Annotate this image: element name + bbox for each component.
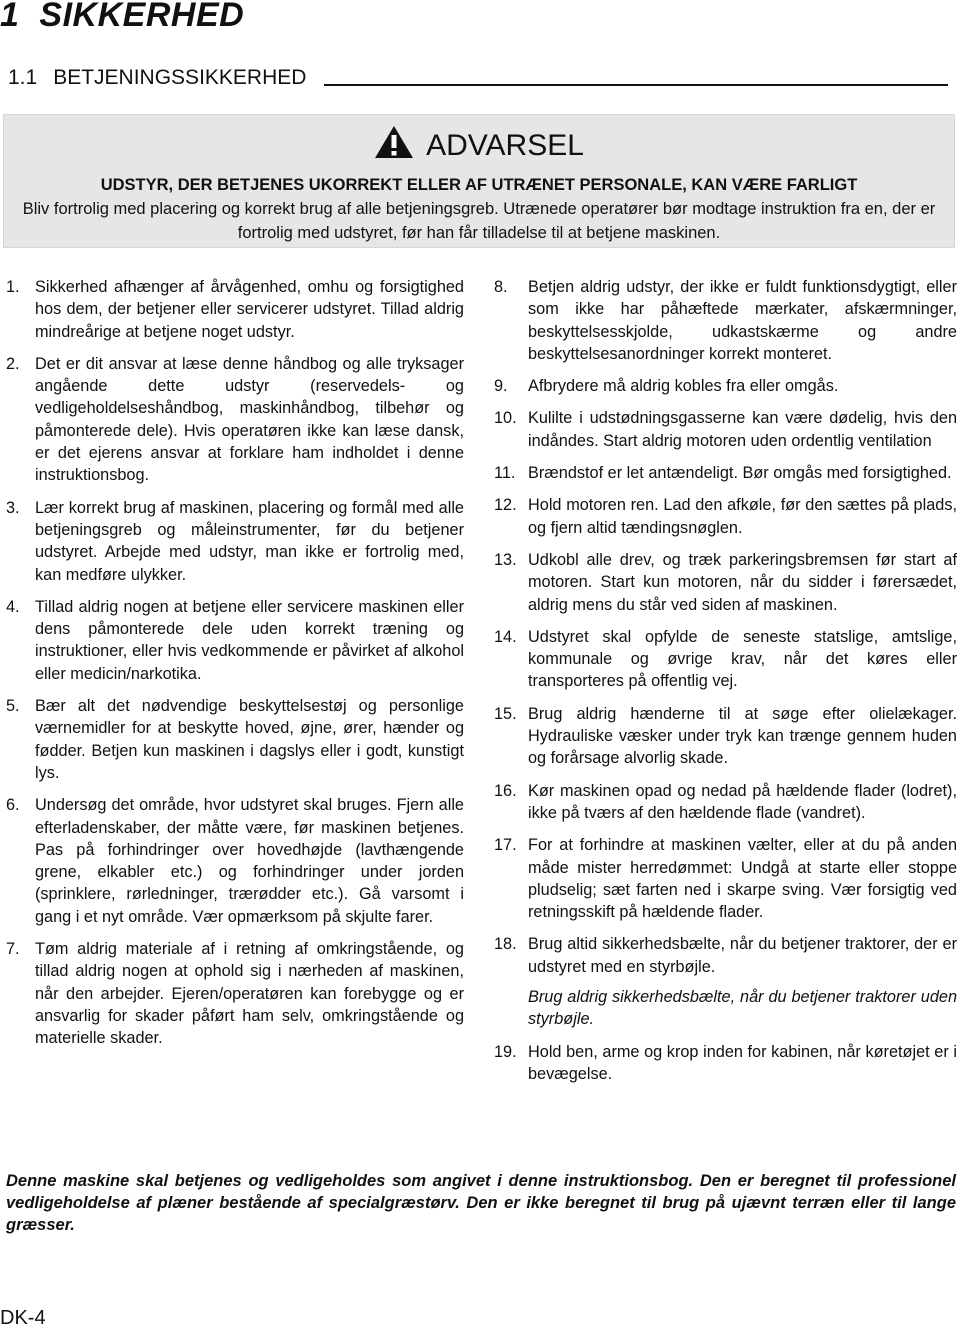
- item-text: Hold ben, arme og krop inden for kabinen, når køretøjet er i bevægelse.: [528, 1042, 957, 1083]
- list-item: [494, 549, 957, 616]
- list-item: [6, 276, 464, 343]
- item-text: Lær korrekt brug af maskinen, placering og formål med alle betjeningsgreb og måleinstrumenter, før du betjener udstyret. Arbejde med udstyr, man ikke er fortrolig med, kan medføre ulykker.: [35, 498, 464, 584]
- item-text: Kulilte i udstødningsgasserne kan være dødelig, hvis den indåndes. Start aldrig motoren uden ordentlig ventilation: [528, 409, 957, 450]
- warning-triangle-icon: [374, 125, 414, 167]
- item-text: Sikkerhed afhænger af årvågenhed, omhu og forsigtighed hos dem, der betjener eller servicerer udstyret. Tillad aldrig mindreårige at betjene noget udstyr.: [35, 278, 464, 341]
- list-item: [6, 596, 464, 685]
- warning-title: ADVARSEL: [426, 129, 584, 162]
- warning-text: Bliv fortrolig med placering og korrekt brug af alle betjeningsgreb. Utrænede operatører bør modtage instruktion fra en, der er fortrolig med udstyret, før han får tilladelse til at betjene maskinen.: [22, 200, 936, 242]
- item-number: 10.: [494, 409, 517, 428]
- item-number: 2.: [6, 354, 20, 373]
- right-column: [494, 276, 957, 1095]
- item-number: 15.: [494, 704, 517, 723]
- item-text: Udkobl alle drev, og træk parkeringsbremsen før start af motoren. Start kun motoren, når du sidder i førersædet, aldrig mens du står ved siden af maskinen.: [528, 550, 957, 614]
- item-number: 4.: [6, 597, 20, 616]
- item-number: 13.: [494, 550, 517, 569]
- item-text: Hold motoren ren. Lad den afkøle, før den sættes på plads, og fjern altid tændingsnøglen.: [528, 496, 957, 537]
- item-text: Undersøg det område, hvor udstyret skal bruges. Fjern alle efterladenskaber, der måtte være, før maskinen betjenes. Pas på forhindringer over hovedhøjde (lavthængende grene, elkabler etc.) og forhindringer under jorden (sprinklere, rørledninger, trærødder etc.). Gå varsomt i gang i et nyt område. Vær opmærksom på skjulte farer.: [35, 796, 464, 926]
- section-number: 1.1: [8, 66, 38, 89]
- list-item: [494, 494, 957, 539]
- list-item: [494, 407, 957, 452]
- item-text: Tøm aldrig materiale af i retning af omkringstående, og tillad aldrig nogen at ophold sig i nærheden af maskinen, når den arbejder. Ejeren/operatøren kan forebygge og er ansvarlig for skader påført ham selv, omkringstående og materielle skader.: [35, 940, 464, 1048]
- item-number: 11.: [494, 464, 516, 483]
- page-number: DK-4: [0, 1307, 46, 1329]
- item-text: Tillad aldrig nogen at betjene eller servicere maskinen eller dens påmonterede dele uden korrekt træning og instruktioner, eller hvis vedkommende er påvirket af alkohol eller medicin/narkotika.: [35, 597, 464, 683]
- item-text: Betjen aldrig udstyr, der ikke er fuldt funktionsdygtigt, eller som ikke har påhæftede mærkater, afskærmninger, beskyttelsesskjolde, udkastskærme og andre beskyttelsesanordninger korrekt monteret.: [528, 278, 957, 363]
- list-item: [494, 375, 957, 397]
- item-number: 5.: [6, 697, 20, 716]
- item-number: 18.: [494, 935, 517, 954]
- list-item: [6, 497, 464, 586]
- item-number: 12.: [494, 496, 517, 515]
- section-title: BETJENINGSSIKKERHED: [53, 66, 307, 89]
- left-column: [6, 276, 464, 1060]
- chapter-number: 1: [0, 0, 20, 34]
- list-item: [494, 780, 957, 825]
- warning-subtitle: UDSTYR, DER BETJENES UKORREKT ELLER AF UTRÆNET PERSONALE, KAN VÆRE FARLIGT: [100, 176, 858, 194]
- list-item: [6, 695, 464, 784]
- item-number: 9.: [494, 377, 508, 396]
- item-text: Kør maskinen opad og nedad på hældende flader (lodret), ikke på tværs af den hældende flade (vandret).: [528, 781, 957, 822]
- list-item: [6, 794, 464, 928]
- item-number: 14.: [494, 627, 517, 646]
- list-item: [494, 626, 957, 693]
- item-number: 8.: [494, 278, 508, 296]
- item-number: 17.: [494, 836, 517, 855]
- list-item: [6, 938, 464, 1049]
- item-note: Brug aldrig sikkerhedsbælte, når du betjener traktorer uden styrbøjle.: [528, 988, 957, 1029]
- warning-title-row: [4, 125, 954, 167]
- item-number: 3.: [6, 498, 20, 517]
- section-rule: [324, 84, 948, 86]
- item-number: 1.: [6, 278, 20, 296]
- item-text: Bær alt det nødvendige beskyttelsestøj og personlige værnemidler for at beskytte hoved, øjne, ører, hænder og fødder. Betjen kun maskinen i dagslys eller i godt, kunstigt lys.: [35, 697, 464, 782]
- item-number: 6.: [6, 796, 20, 815]
- list-item: [494, 834, 957, 923]
- item-text: Udstyret skal opfylde de seneste statslige, amtslige, kommunale og øvrige krav, når det køres eller transporteres på offentlig vej.: [528, 627, 957, 691]
- item-text: Afbrydere må aldrig kobles fra eller omgås.: [528, 377, 839, 396]
- section-heading: [8, 66, 948, 90]
- list-item: [494, 462, 957, 484]
- list-item: [494, 933, 957, 1030]
- item-text: Brug aldrig hænderne til at søge efter olielækager. Hydrauliske væsker under tryk kan trænge gennem huden og forårsage alvorlig skade.: [528, 704, 957, 768]
- footer-note: Denne maskine skal betjenes og vedligeholdes som angivet i denne instruktionsbog. Den er beregnet til professionel vedligeholdelse af plæner bestående af specialgræstørv. Den er ikke beregnet til brug på ujævnt terræn eller til lange græsser.: [6, 1172, 956, 1234]
- list-item: [6, 353, 464, 487]
- list-item: [494, 1041, 957, 1086]
- list-item: [494, 276, 957, 365]
- item-number: 19.: [494, 1042, 517, 1061]
- list-item: [494, 703, 957, 770]
- item-number: 16.: [494, 781, 517, 800]
- page-title: [0, 0, 244, 35]
- item-number: 7.: [6, 940, 20, 959]
- warning-box: [3, 114, 955, 248]
- chapter-title: SIKKERHED: [39, 0, 245, 34]
- item-text: Brug altid sikkerhedsbælte, når du betjener traktorer, der er udstyret med en styrbøjle.: [528, 935, 957, 976]
- item-text: For at forhindre at maskinen vælter, eller at du på anden måde mister herredømmet: Undgå at starte eller stoppe pludselig; sæt farten ned i skarpe sving. Vær forsigtig ved retningsskift på hældende flader.: [528, 836, 957, 922]
- item-text: Det er dit ansvar at læse denne håndbog og alle tryksager angående dette udstyr (reservedels- og vedligeholdelseshåndbog, maskinhåndbog, tilbehør og påmonterede dele). Hvis operatøren ikke kan læse dansk, er det ejerens ansvar at forklare ham indholdet i denne instruktionsbog.: [35, 354, 464, 485]
- item-text: Brændstof er let antændeligt. Bør omgås med forsigtighed.: [528, 464, 952, 483]
